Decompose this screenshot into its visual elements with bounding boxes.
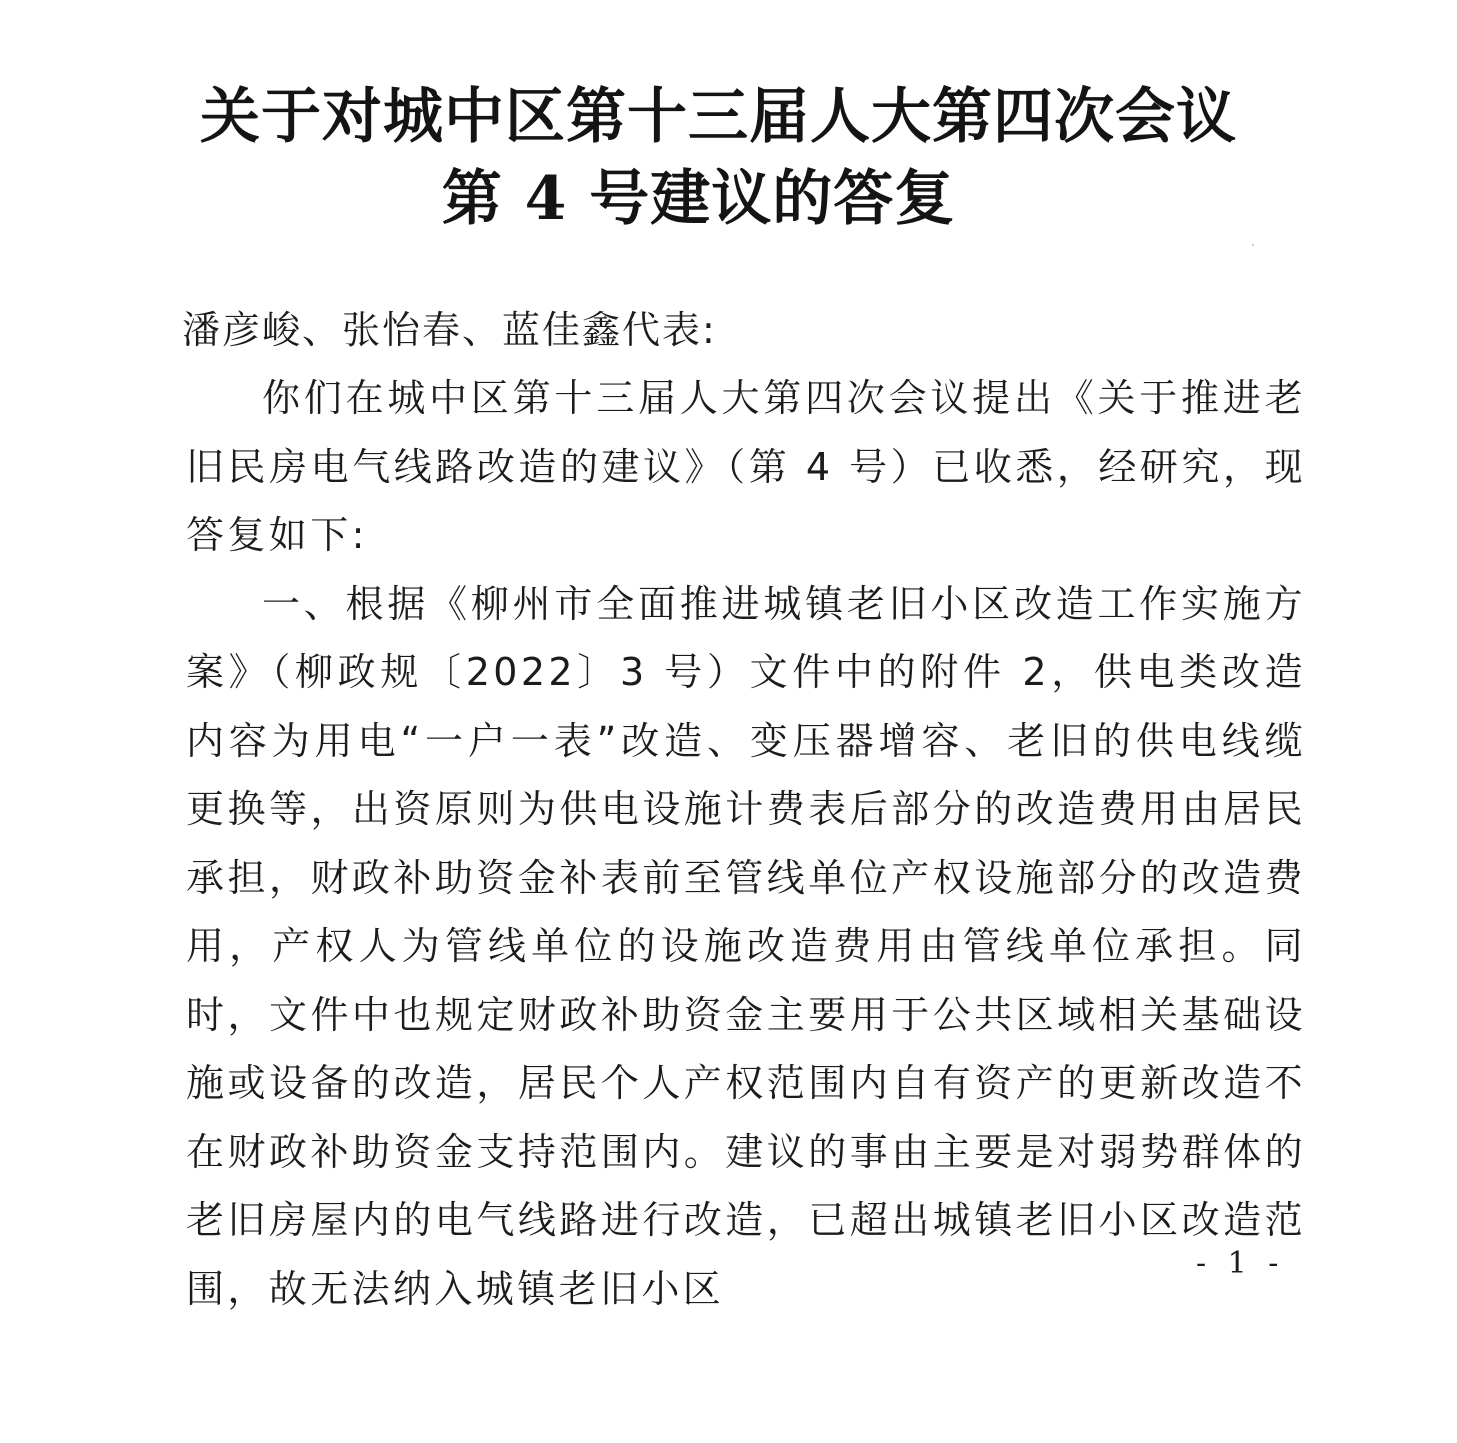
scan-speck [1252,244,1254,246]
document-body [182,296,1306,1323]
title-line-1: 关于对城中区第十三届人大第四次会议 [200,82,1237,152]
document-title [0,76,1457,240]
page-number: - 1 - [1196,1246,1285,1281]
title-line-2: 第 4 号建议的答复 [441,164,956,234]
paragraph: 一、根据《柳州市全面推进城镇老旧小区改造工作实施方案》（柳政规〔2022〕3 号）文件中的附件 2，供电类改造内容为用电“一户一表”改造、变压器增容、老旧的供电线缆更换等，出资原则为供电设施计费表后部分的改造费用由居民承担，财政补助资金补表前至管线单位产权设施部分的改造费用，产权人为管线单位的设施改造费用由管线单位承担。同时，文件中也规定财政补助资金主要用于公共区域相关基础设施或设备的改造，居民个人产权范围内自有资产的更新改造不在财政补助资金支持范围内。建议的事由主要是对弱势群体的老旧房屋内的电气线路进行改造，已超出城镇老旧小区改造范围，故无法纳入城镇老旧小区 [186,581,1306,1311]
paragraph: 你们在城中区第十三届人大第四次会议提出《关于推进老旧民房电气线路改造的建议》（第 4 号）已收悉，经研究，现答复如下: [186,376,1306,557]
salutation: 潘彦峻、张怡春、蓝佳鑫代表: [182,308,717,352]
